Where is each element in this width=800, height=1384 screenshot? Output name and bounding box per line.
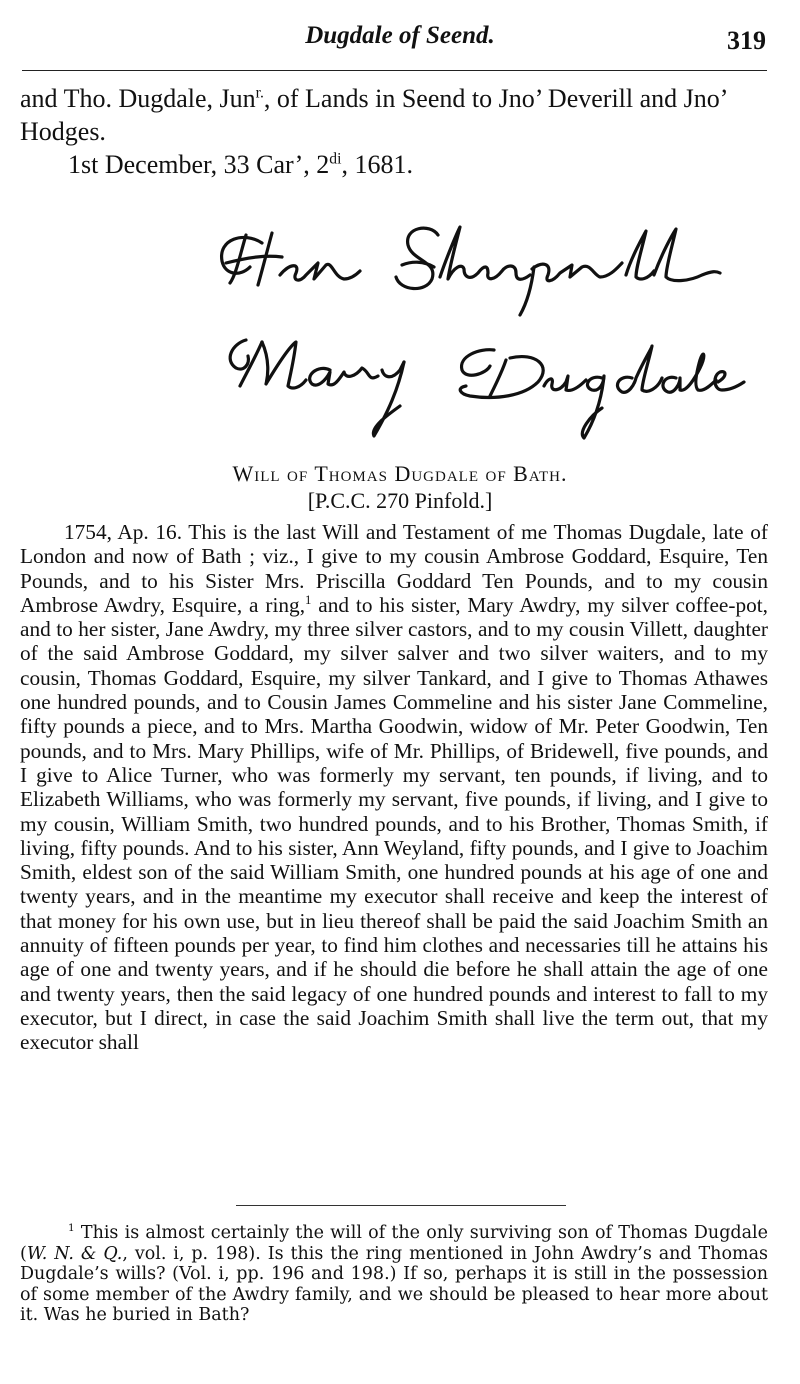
running-title: Dugdale of Seend. (305, 22, 495, 49)
will-paragraph (20, 520, 768, 1055)
deed-parties (20, 82, 768, 148)
intro-paragraph (20, 82, 768, 181)
page-number: 319 (727, 26, 766, 55)
footnote-rule (236, 1205, 566, 1206)
running-head (0, 22, 800, 54)
superscript-r: r. (255, 84, 264, 102)
deed-date-text-b: , 1681. (341, 150, 413, 179)
signature-hen-shrapnell-image (0, 205, 800, 320)
footnote-text-a: This is almost certainly the will of the only surviving son of Thomas Dugdale ( (20, 1223, 768, 1264)
will-body (20, 520, 768, 1055)
deed-date (20, 148, 768, 181)
will-title: Will of Thomas Dugdale of Bath. (232, 461, 568, 486)
signature-hen-shrapnell (0, 205, 800, 320)
deed-parties-text-b: , of Lands in Seend to Jno’ Deverill and Jno’ Hodges. (20, 84, 727, 146)
footnote-citation: W. N. & Q. (26, 1243, 123, 1264)
signature-mary-dugdale (0, 320, 800, 450)
deed-date-text-a: 1st December, 33 Car’, 2 (68, 150, 330, 179)
footnote (20, 1223, 768, 1326)
footnote-marker: 1 (68, 1222, 75, 1235)
will-text-a: 1754, Ap. 16. This is the last Will and Testament of me Thomas Dugdale, late of London and now of Bath ; viz., I give to my cousin Ambrose Goddard, Esquire, Ten Pounds, and to his Sister Mrs. Priscilla Goddard Ten Pounds, and to my cousin Ambrose Awdry, Esquire, a ring, (20, 520, 768, 617)
footnote-paragraph (20, 1223, 768, 1326)
will-reference: [P.C.C. 270 Pinfold.] (307, 488, 493, 513)
footnote-reference: 1 (305, 592, 312, 607)
deed-parties-text-a: and Tho. Dugdale, Jun (20, 84, 256, 113)
header-rule (22, 70, 767, 71)
footnote-text-b: , vol. i, p. 198). Is this the ring mentioned in John Awdry’s and Thomas Dugdale’s wills? (Vol. i, pp. 196 and 198.) If so, perhaps it is still in the possession of some member of the Awdry family, and we should be pleased to hear more about it. Was he buried in Bath? (20, 1243, 768, 1325)
signature-mary-dugdale-image (0, 320, 800, 450)
will-text-b: and to his sister, Mary Awdry, my silver coffee-pot, and to her sister, Jane Awdry, my three silver castors, and to my cousin Villett, daughter of the said Ambrose Goddard, my silver salver and two silver waiters, and to my cousin, Thomas Goddard, Esquire, my silver Tankard, and I give to Thomas Athawes one hundred pounds, and to Cousin James Commeline and his sister Jane Commeline, fifty pounds a piece, and to Mrs. Martha Goodwin, widow of Mr. Peter Goodwin, Ten pounds, and to Mrs. Mary Phillips, wife of Mr. Phillips, of Bridewell, five pounds, and I give to Alice Turner, who was formerly my servant, ten pounds, if living, and to Elizabeth Williams, who was formerly my servant, five pounds, if living, and I give to my cousin, William Smith, two hundred pounds, and to his Brother, Thomas Smith, if living, fifty pounds. And to his sister, Ann Weyland, fifty pounds, and I give to Joachim Smith, eldest son of the said William Smith, one hundred pounds at his age of one and twenty years, and in the meantime my executor shall receive and keep the interest of that money for his own use, but in lieu thereof shall be paid the said Joachim Smith an annuity of fifteen pounds per year, to find him clothes and necessaries till he attains his age of one and twenty years, and if he should die before he shall attain the age of one and twenty years, then the said legacy of one hundred pounds and interest to fall to my executor, but I direct, in case the said Joachim Smith shall live the term out, that my executor shall (20, 592, 768, 1055)
superscript-di: di (329, 150, 342, 168)
